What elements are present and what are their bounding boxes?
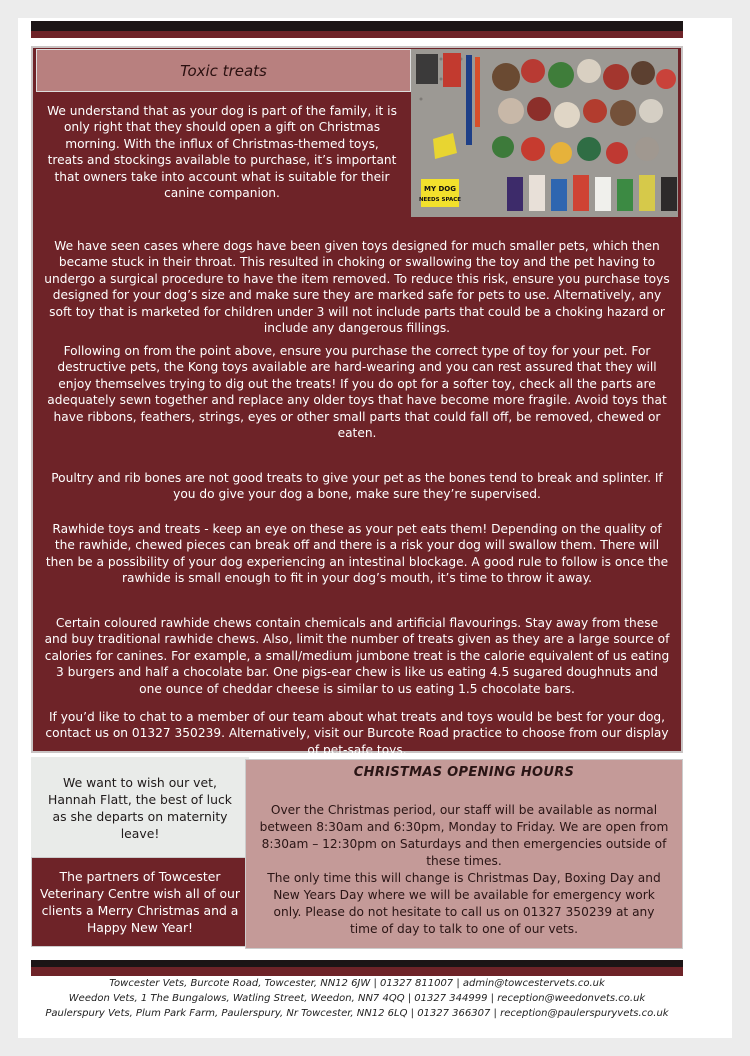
christmas-greeting-box [31, 857, 249, 947]
contact-footer [31, 976, 683, 1021]
opening-hours-title: CHRISTMAS OPENING HOURS [353, 765, 575, 780]
opening-hours-box [245, 759, 683, 949]
article-paragraph: We have seen cases where dogs have been given toys designed for much smaller pets, which then became stuck in their throat. This resulted in choking or swallowing the toy and the pet having to undergo a surgical procedure to have the item removed. To reduce this risk, ensure you purchase toys designed for your dog’s size and make sure they are marked safe for pets to use. Alternatively, any soft toy that is marketed for children under 3 will not include parts that could be a choking hazard or include any dangerous fillings. [44, 239, 670, 336]
sign-text-top: MY DOG [424, 185, 456, 193]
article-paragraph: Following on from the point above, ensure you purchase the correct type of toy for your pet. For destructive pets, the Kong toys available are hard-wearing and you can rest assured that they will enjoy themselves trying to dig out the treats! If you do opt for a softer toy, check all the parts are adequately sewn together and replace any older toys that have become more fragile. Avoid toys that have ribbons, feathers, strings, eyes or other small parts that could fall off, be removed, chewed or eaten. [47, 344, 667, 441]
pet-toys-photo [411, 49, 678, 217]
maternity-wish-text: We want to wish our vet, Hannah Flatt, the best of luck as she departs on maternity leave! [48, 775, 232, 841]
footer-bar-red [31, 967, 683, 976]
article-title: Toxic treats [180, 61, 267, 80]
christmas-greeting-text: The partners of Towcester Veterinary Centre wish all of our clients a Merry Christmas and a Happy New Year! [40, 869, 240, 935]
maternity-wish-box [31, 757, 249, 859]
toxic-treats-article [31, 46, 683, 757]
footer-bar-dark [31, 960, 683, 967]
opening-hours-body [258, 802, 670, 938]
sign-text-bottom: NEEDS SPACE [418, 197, 462, 203]
pet-toys-illustration [411, 49, 678, 217]
opening-hours-holidays: The only time this will change is Christmas Day, Boxing Day and New Years Day where we will be available for emergency work only. Please do not hesitate to call us on 01327 350239 at any time of day to talk to one of our vets. [267, 871, 661, 936]
footer-towcester-contact: Towcester Vets, Burcote Road, Towcester, NN12 6JW | 01327 811007 | admin@towcestervets.co.uk [109, 978, 605, 989]
article-paragraph: Rawhide toys and treats - keep an eye on these as your pet eats them! Depending on the quality of the rawhide, chewed pieces can break off and there is a risk your dog will swallow them. There will then be a possibility of your dog experiencing an intestinal blockage. A good rule to follow is once the rawhide is small enough to fit in your dog’s mouth, it’s time to throw it away. [45, 522, 669, 586]
opening-hours-normal: Over the Christmas period, our staff will be available as normal between 8:30am and 6:30pm, Monday to Friday. We are open from 8:30am – 12:30pm on Saturdays and then emergencies outside of these times. [259, 803, 669, 868]
header-bar-red [31, 31, 683, 38]
article-paragraph: Certain coloured rawhide chews contain chemicals and artificial flavourings. Stay away from these and buy traditional rawhide chews. Also, limit the number of treats given as they are a large source of calories for canines. For example, a small/medium jumbone treat is the calorie equivalent of us eating 3 burgers and half a chocolate bar. One pigs-ear chew is like us eating 4.5 sugared doughnuts and one ounce of cheddar cheese is similar to us eating 1.5 chocolate bars. [44, 616, 670, 696]
article-intro: We understand that as your dog is part of the family, it is only right that they should open a gift on Christmas morning. With the influx of Christmas-themed toys, treats and stockings available to purchase, it’s important that owners take into account what is suitable for their canine companion. [47, 104, 397, 201]
footer-weedon-contact: Weedon Vets, 1 The Bungalows, Watling Street, Weedon, NN7 4QQ | 01327 344999 | reception@weedonvets.co.uk [68, 993, 646, 1004]
article-paragraph: Poultry and rib bones are not good treats to give your pet as the bones tend to break and splinter. If you do give your dog a bone, make sure they’re supervised. [51, 471, 663, 502]
header-bar-dark [31, 21, 683, 31]
article-title-box [36, 49, 411, 92]
footer-paulerspury-contact: Paulerspury Vets, Plum Park Farm, Paulerspury, Nr Towcester, NN12 6LQ | 01327 366307 | reception@paulerspuryvets.co.uk [45, 1008, 669, 1019]
article-paragraph: If you’d like to chat to a member of our team about what treats and toys would be best for your dog, contact us on 01327 350239. Alternatively, visit our Burcote Road practice to choose from our display of pet-safe toys. [45, 710, 669, 757]
